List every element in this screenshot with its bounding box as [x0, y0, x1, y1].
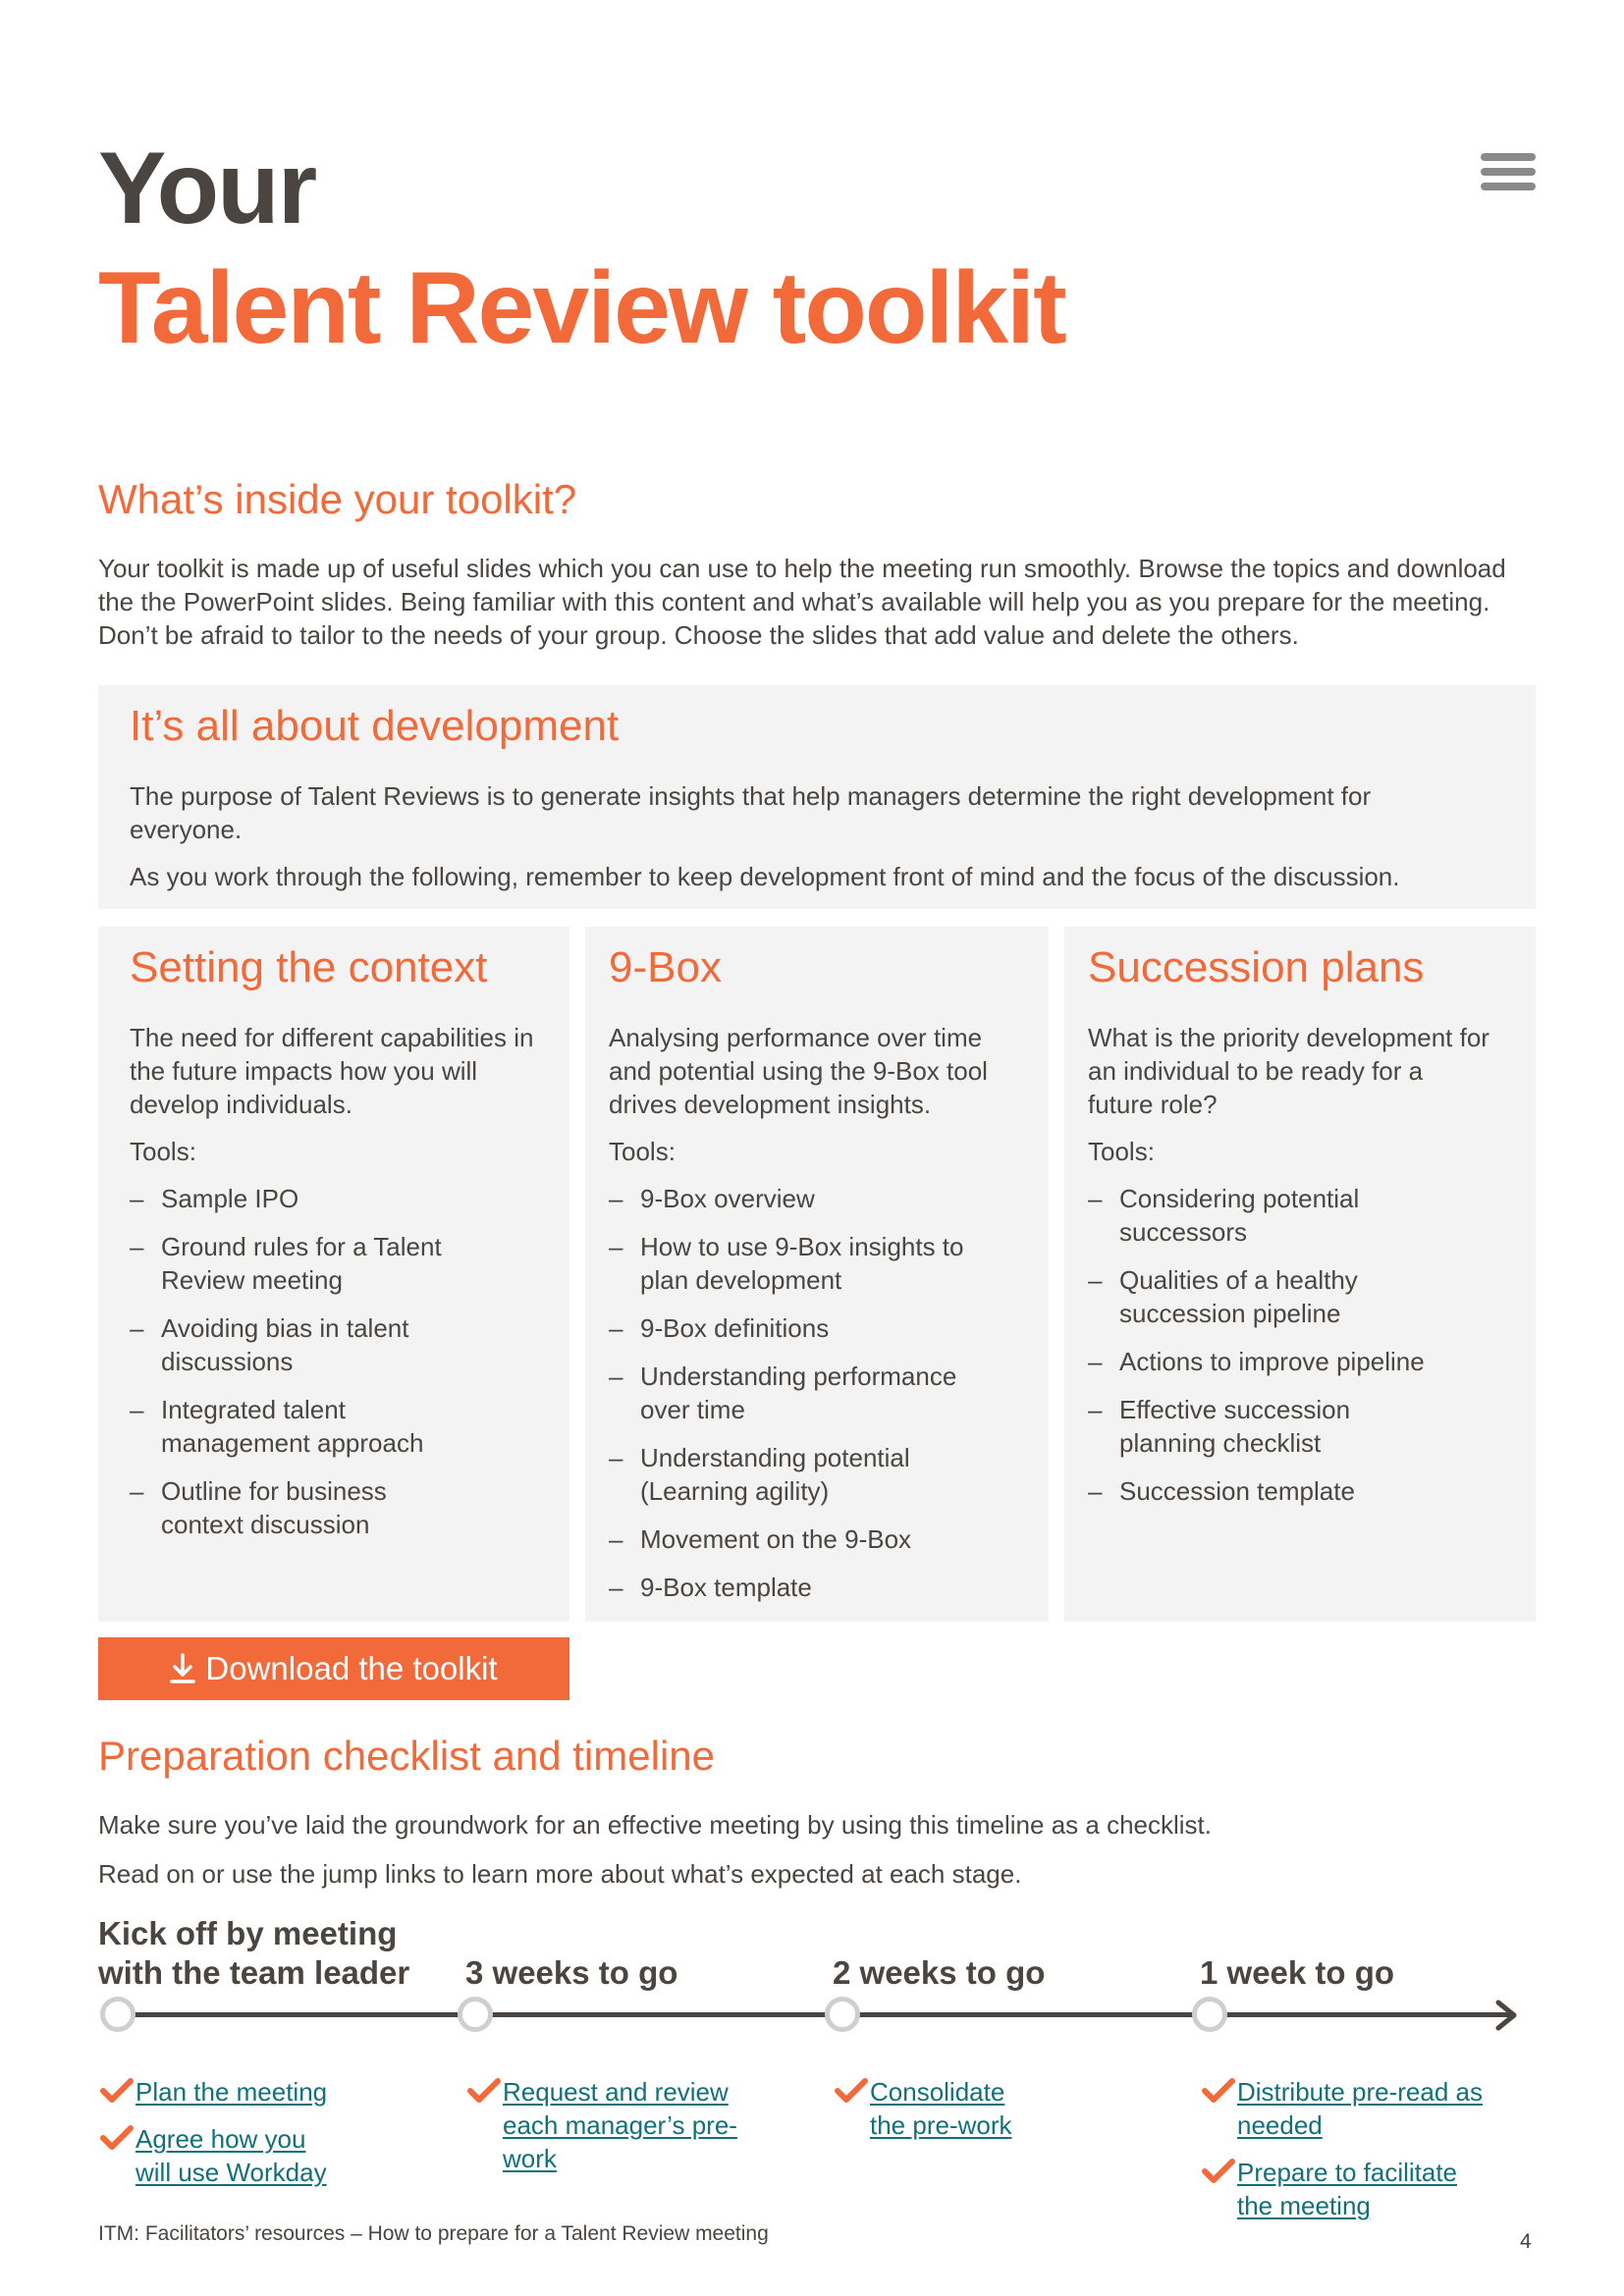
tool-item: – 9-Box definitions [609, 1311, 1031, 1345]
workday-link[interactable]: Agree how you will use Workday [135, 2124, 327, 2187]
timeline-arrow-icon [1492, 1999, 1526, 2032]
development-paragraph-1: The purpose of Talent Reviews is to generate insights that help managers determine the right development for everyone. [130, 781, 1372, 844]
column-title: Setting the context [130, 943, 488, 991]
timeline-stage-label: 1 week to go [1200, 1954, 1395, 1991]
timeline-stage-label: 2 weeks to go [833, 1954, 1046, 1991]
timeline-stage-label: Kick off by meeting with the team leader [98, 1915, 410, 1991]
preparation-paragraph-2: Read on or use the jump links to learn more about what’s expected at each stage. [98, 1859, 1022, 1889]
prepare-facilitate-link[interactable]: Prepare to facilitate the meeting [1237, 2158, 1458, 2220]
download-toolkit-label: Download the toolkit [205, 1650, 498, 1686]
development-paragraph-2: As you work through the following, remember to keep development front of mind and the focus of the discussion. [130, 862, 1400, 891]
development-panel [98, 685, 1536, 909]
checklist-item [465, 2075, 780, 2175]
tool-item: – 9-Box overview [609, 1182, 1031, 1215]
preparation-paragraph-1: Make sure you’ve laid the groundwork for an effective meeting by using this timeline as a checklist. [98, 1810, 1212, 1840]
checkmark-icon [98, 2077, 135, 2105]
tool-item: – Qualities of a healthy succession pipeline [1088, 1263, 1414, 1330]
footer-text: ITM: Facilitators’ resources – How to prepare for a Talent Review meeting [98, 2222, 769, 2245]
tools-list [130, 1182, 552, 1541]
inside-body: Your toolkit is made up of useful slides which you can use to help the meeting run smoothly. Browse the topics and download the the PowerPoint slides. Being familiar with this content and what’s available will help you as you prepare for the meeting. Don’t be afraid to tailor to the needs of your group. Choose the slides that add value and delete the others. [98, 554, 1506, 650]
column-9-box [585, 927, 1049, 1622]
tool-item: – Understanding performance over time [609, 1360, 1003, 1426]
checkmark-icon [98, 2124, 135, 2152]
timeline-milestone-marker [1192, 1997, 1227, 2032]
tool-item: – Effective succession planning checklist [1088, 1393, 1414, 1460]
column-succession-plans [1064, 927, 1536, 1622]
checkmark-icon [465, 2077, 503, 2105]
tool-item: – Sample IPO [130, 1182, 552, 1215]
column-intro: The need for different capabilities in the future impacts how you will develop individuals. [130, 1023, 534, 1120]
development-heading: It’s all about development [130, 702, 620, 750]
column-intro: What is the priority development for an individual to be ready for a future role? [1088, 1023, 1489, 1120]
timeline-milestone-marker [825, 1997, 860, 2032]
tools-list [609, 1182, 1031, 1604]
timeline-tasks-3-weeks [465, 2075, 780, 2189]
checkmark-icon [1200, 2158, 1237, 2185]
tools-label: Tools: [130, 1137, 196, 1167]
download-toolkit-button[interactable] [98, 1637, 569, 1700]
column-title: 9-Box [609, 943, 722, 991]
inside-heading: What’s inside your toolkit? [98, 476, 577, 522]
consolidate-prework-link[interactable]: Consolidate the pre-work [870, 2077, 1012, 2140]
distribute-preread-link[interactable]: Distribute pre-read as needed [1237, 2077, 1483, 2140]
hamburger-menu-icon[interactable] [1481, 153, 1536, 190]
column-setting-context [98, 927, 569, 1622]
tool-item: – Actions to improve pipeline [1088, 1345, 1520, 1378]
checklist-item [1200, 2156, 1524, 2222]
checkmark-icon [833, 2077, 870, 2105]
checkmark-icon [1200, 2077, 1237, 2105]
timeline-tasks-2-weeks [833, 2075, 1147, 2156]
tool-item: – Considering potential successors [1088, 1182, 1414, 1249]
tools-label: Tools: [609, 1137, 676, 1167]
timeline-tasks-kickoff [98, 2075, 422, 2203]
timeline-stage-label: 3 weeks to go [465, 1954, 678, 1991]
timeline-milestone-marker [100, 1997, 135, 2032]
checklist-item [1200, 2075, 1524, 2142]
tool-item: – Ground rules for a Talent Review meeting [130, 1230, 446, 1297]
page-title-line2: Talent Review toolkit [98, 251, 1065, 365]
request-prework-link[interactable]: Request and review each manager’s pre-work [503, 2077, 737, 2173]
tool-item: – Movement on the 9-Box [609, 1522, 1031, 1556]
tool-item: – How to use 9-Box insights to plan development [609, 1230, 994, 1297]
page-number: 4 [1520, 2230, 1532, 2253]
checklist-item [98, 2075, 422, 2109]
preparation-heading: Preparation checklist and timeline [98, 1733, 715, 1779]
download-icon [170, 1653, 195, 1684]
plan-meeting-link[interactable]: Plan the meeting [135, 2077, 328, 2107]
timeline-tasks-1-week [1200, 2075, 1524, 2236]
tool-item: – Succession template [1088, 1474, 1520, 1508]
page-title-line1: Your [98, 132, 316, 245]
timeline-milestone-marker [458, 1997, 493, 2032]
tool-item: – 9-Box template [609, 1571, 1031, 1604]
tools-list [1088, 1182, 1520, 1508]
timeline-line [118, 2012, 1512, 2017]
tool-item: – Avoiding bias in talent discussions [130, 1311, 416, 1378]
tool-item: – Integrated talent management approach [130, 1393, 456, 1460]
column-title: Succession plans [1088, 943, 1425, 991]
tools-label: Tools: [1088, 1137, 1155, 1167]
checklist-item [98, 2122, 422, 2189]
checklist-item [833, 2075, 1147, 2142]
tool-item: – Outline for business context discussion [130, 1474, 456, 1541]
column-intro: Analysing performance over time and potential using the 9-Box tool drives development insights. [609, 1023, 988, 1120]
tool-item: – Understanding potential (Learning agility) [609, 1441, 974, 1508]
